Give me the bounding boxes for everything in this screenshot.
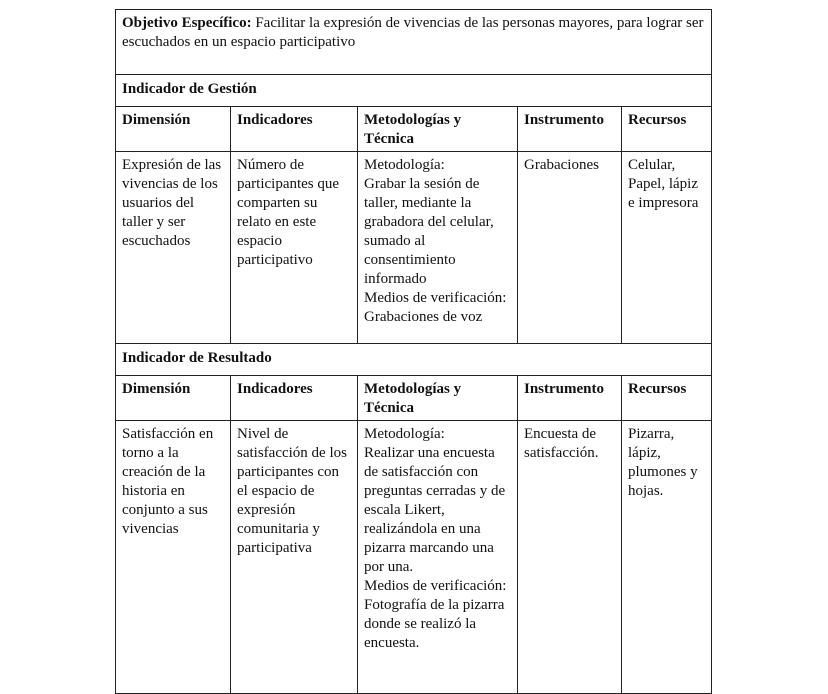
cell-dimension: Expresión de las vivencias de los usuarios del taller y ser escuchados <box>116 152 231 344</box>
data-row-resultado <box>116 421 712 694</box>
cell-indicadores: Número de participantes que comparten su relato en este espacio participativo <box>231 152 358 344</box>
header-metodologias: Metodologías y Técnica <box>358 376 518 421</box>
header-instrumento: Instrumento <box>518 107 622 152</box>
section-row-resultado <box>116 344 712 376</box>
header-row-resultado <box>116 376 712 421</box>
header-recursos: Recursos <box>622 376 712 421</box>
header-instrumento: Instrumento <box>518 376 622 421</box>
header-row-gestion <box>116 107 712 152</box>
section-title-resultado: Indicador de Resultado <box>116 344 712 376</box>
header-indicadores: Indicadores <box>231 107 358 152</box>
cell-instrumento: Encuesta de satisfacción. <box>518 421 622 694</box>
objective-cell <box>116 10 712 75</box>
indicator-table <box>115 9 712 694</box>
objective-row <box>116 10 712 75</box>
cell-instrumento: Grabaciones <box>518 152 622 344</box>
objective-label: Objetivo Específico: <box>122 15 252 31</box>
header-indicadores: Indicadores <box>231 376 358 421</box>
section-title-gestion: Indicador de Gestión <box>116 75 712 107</box>
header-dimension: Dimensión <box>116 107 231 152</box>
objective-text: Facilitar la expresión de vivencias de las personas mayores, para lograr ser escuchados en un espacio participativo <box>122 15 704 50</box>
cell-dimension: Satisfacción en torno a la creación de la historia en conjunto a sus vivencias <box>116 421 231 694</box>
cell-recursos: Celular, Papel, lápiz e impresora <box>622 152 712 344</box>
data-row-gestion <box>116 152 712 344</box>
cell-indicadores: Nivel de satisfacción de los participantes con el espacio de expresión comunitaria y participativa <box>231 421 358 694</box>
header-dimension: Dimensión <box>116 376 231 421</box>
header-recursos: Recursos <box>622 107 712 152</box>
cell-metodologias: Metodología: Realizar una encuesta de satisfacción con preguntas cerradas y de escala Likert, realizándola en una pizarra marcando una por una. Medios de verificación: Fotografía de la pizarra donde se realizó la encuesta. <box>358 421 518 694</box>
cell-recursos: Pizarra, lápiz, plumones y hojas. <box>622 421 712 694</box>
cell-metodologias: Metodología: Grabar la sesión de taller, mediante la grabadora del celular, sumado al consentimiento informado Medios de verificación: Grabaciones de voz <box>358 152 518 344</box>
header-metodologias: Metodologías y Técnica <box>358 107 518 152</box>
section-row-gestion <box>116 75 712 107</box>
